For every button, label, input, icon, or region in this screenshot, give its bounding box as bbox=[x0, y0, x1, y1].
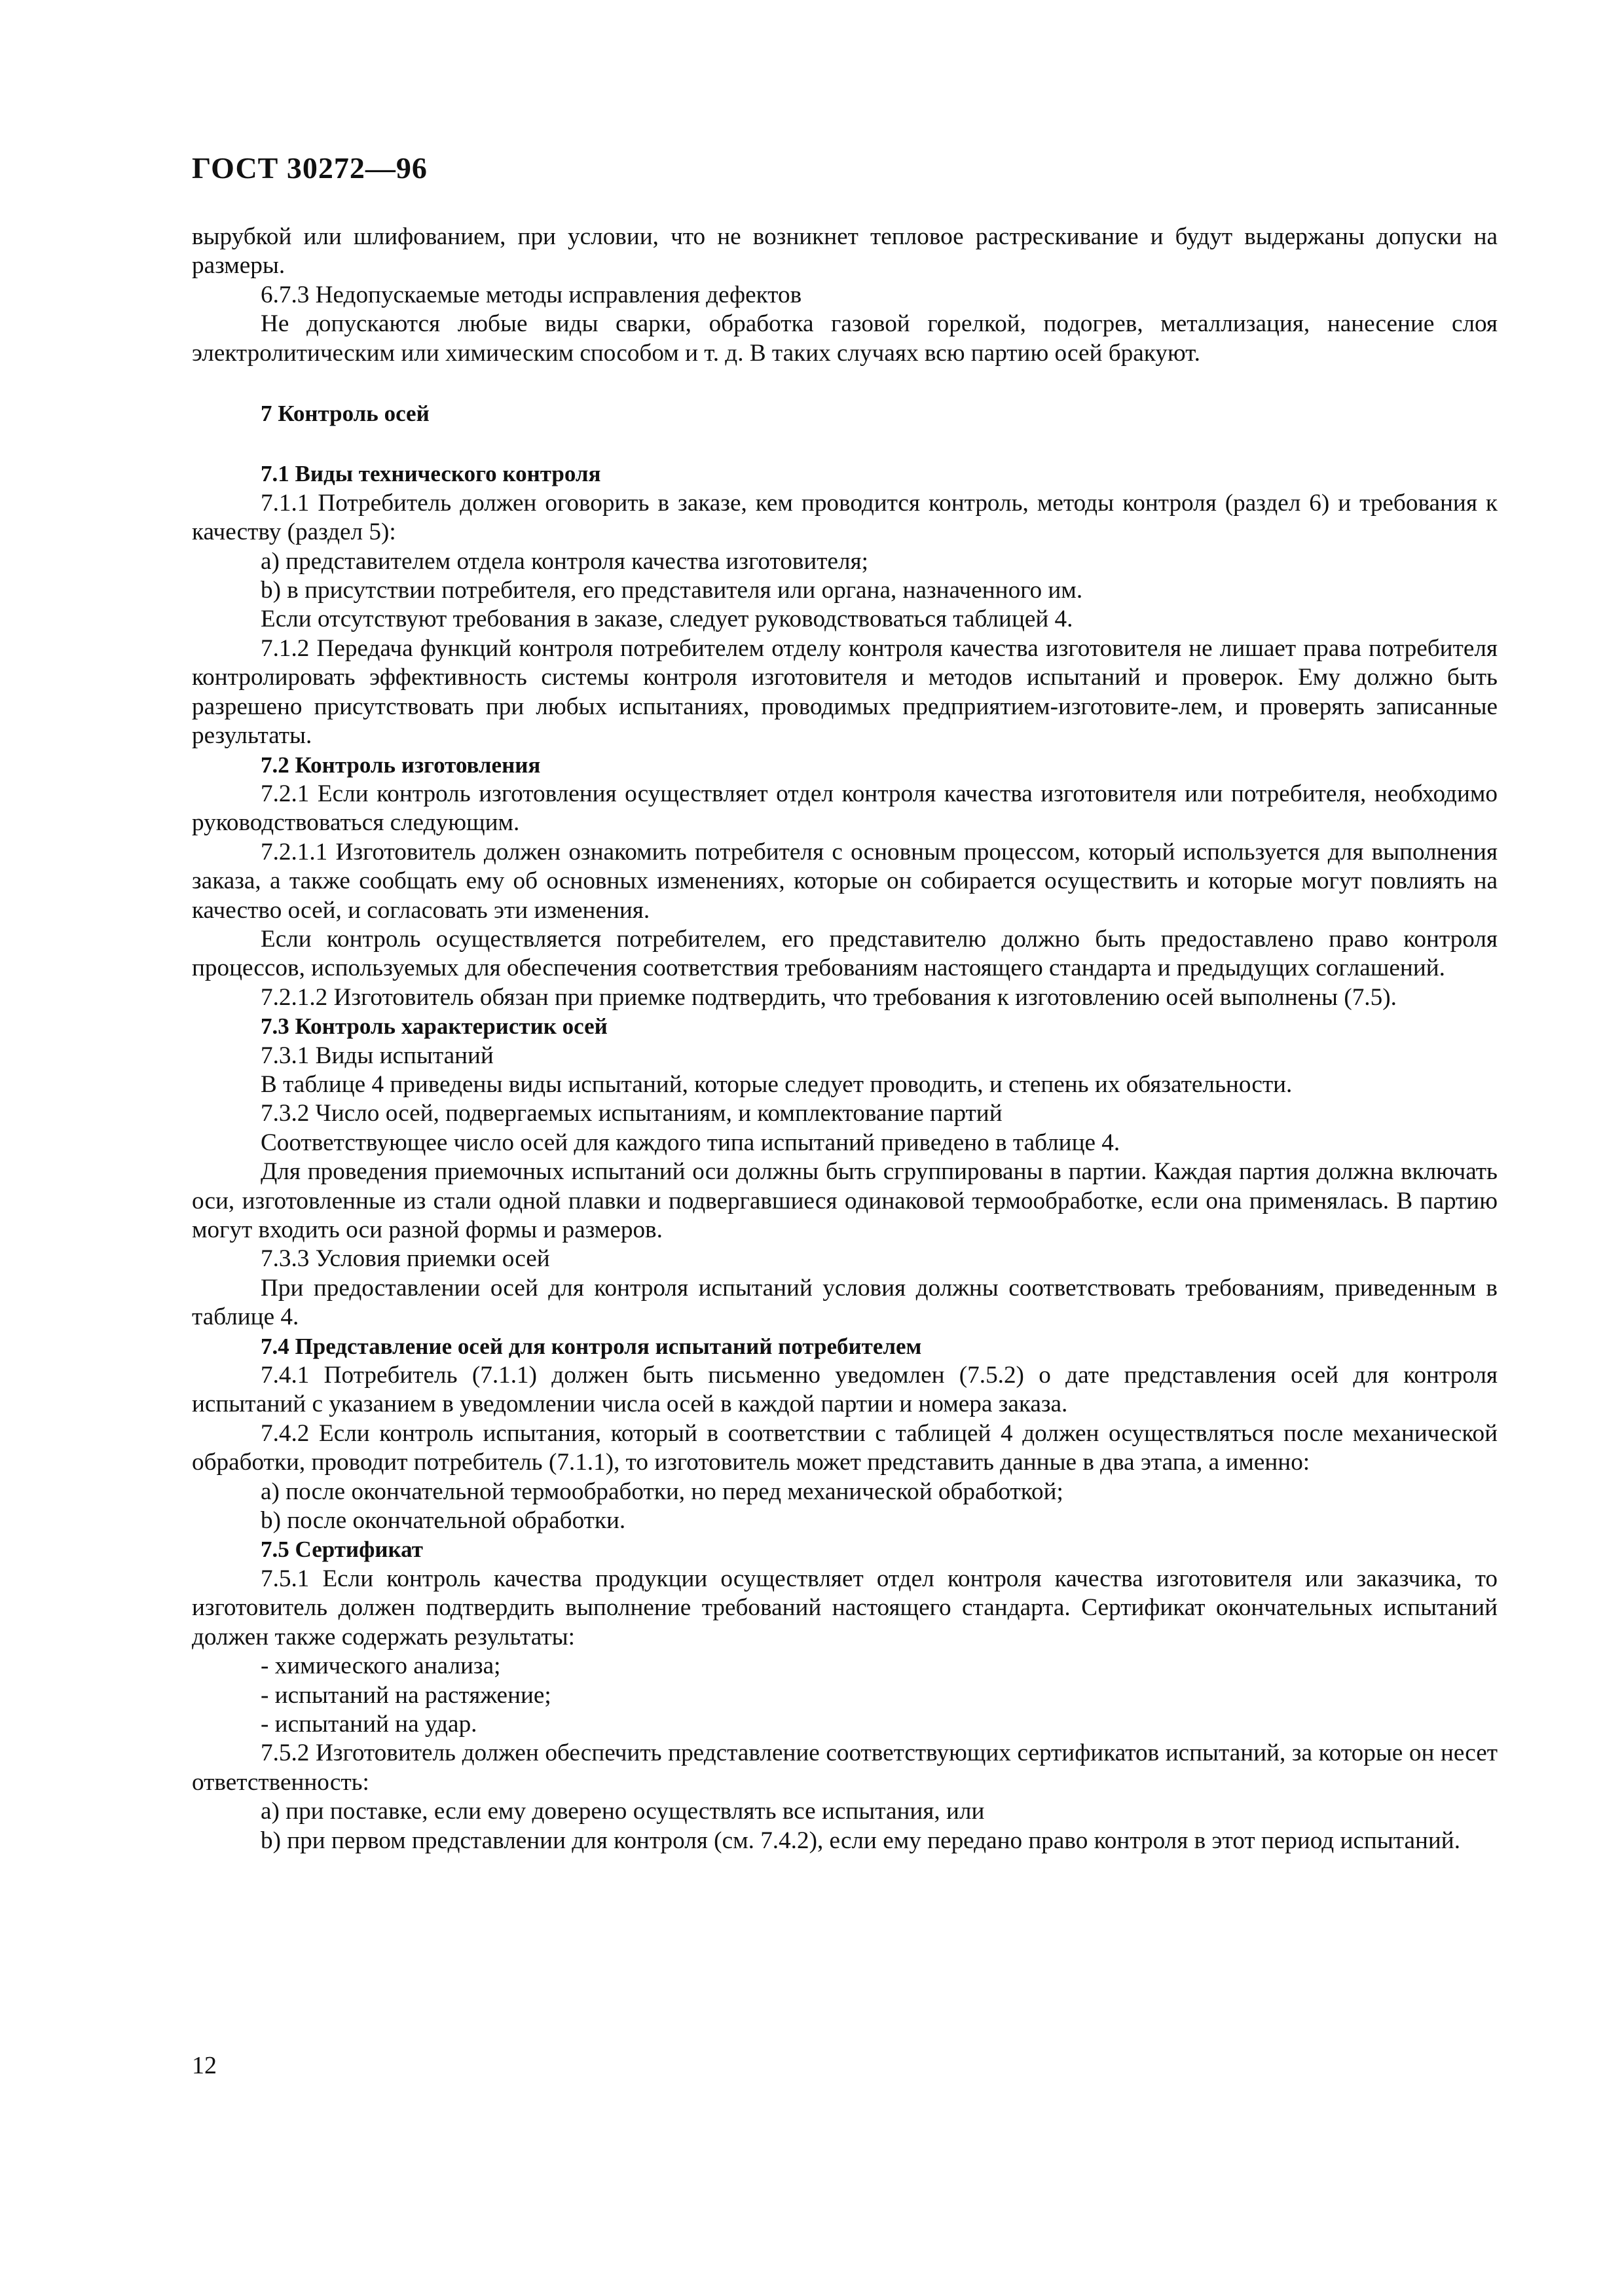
paragraph: 7.3.3 Условия приемки осей bbox=[261, 1245, 550, 1273]
paragraph: Если отсутствуют требования в заказе, следует руководствоваться таблицей 4. bbox=[261, 606, 1073, 633]
list-item: b) при первом представлении для контроля (см. 7.4.2), если ему передано право контроля в этот период испытаний. bbox=[261, 1827, 1461, 1854]
paragraph: 7.5.1 Если контроль качества продукции осуществляет отдел контроля качества изготовителя или заказчика, то изготовитель должен подтвердить выполнение требований настоящего стандарта. Сертификат окончательных испытаний должен также содержать результаты: bbox=[192, 1565, 1498, 1650]
document-header: ГОСТ 30272—96 bbox=[192, 151, 428, 185]
paragraph: 7.2.1.2 Изготовитель обязан при приемке подтвердить, что требования к изготовлению осей выполнены (7.5). bbox=[261, 983, 1397, 1011]
paragraph: 7.3.1 Виды испытаний bbox=[261, 1042, 494, 1069]
paragraph: 7.3.2 Число осей, подвергаемых испытаниям, и комплектование партий bbox=[261, 1100, 1003, 1127]
paragraph: Соответствующее число осей для каждого типа испытаний приведено в таблице 4. bbox=[261, 1129, 1120, 1156]
list-item: a) при поставке, если ему доверено осуществлять все испытания, или bbox=[261, 1798, 985, 1825]
paragraph: Для проведения приемочных испытаний оси должны быть сгруппированы в партии. Каждая партия должна включать оси, изготовленные из стали одной плавки и подвергавшиеся одинаковой термообработке, если она применялась. В партию могут входить оси разной формы и размеров. bbox=[192, 1158, 1498, 1243]
list-item: a) представителем отдела контроля качества изготовителя; bbox=[261, 547, 868, 575]
list-item: - испытаний на растяжение; bbox=[261, 1681, 551, 1709]
paragraph: При предоставлении осей для контроля испытаний условия должны соответствовать требованиям, приведенным в таблице 4. bbox=[192, 1274, 1498, 1331]
list-item: - испытаний на удар. bbox=[261, 1710, 477, 1738]
paragraph: вырубкой или шлифованием, при условии, что не возникнет тепловое растрескивание и будут выдержаны допуски на размеры. bbox=[192, 223, 1498, 280]
paragraph: Не допускаются любые виды сварки, обработка газовой горелкой, подогрев, металлизация, нанесение слоя электролитическим или химическим способом и т. д. В таких случаях всю партию осей бракуют. bbox=[192, 310, 1498, 367]
subsection-heading: 7.3 Контроль характеристик осей bbox=[261, 1013, 608, 1040]
paragraph: 7.1.1 Потребитель должен оговорить в заказе, кем проводится контроль, методы контроля (раздел 6) и требования к качеству (раздел 5): bbox=[192, 489, 1498, 546]
list-item: b) после окончательной обработки. bbox=[261, 1507, 626, 1535]
paragraph: В таблице 4 приведены виды испытаний, которые следует проводить, и степень их обязательности. bbox=[261, 1070, 1293, 1098]
paragraph: 7.5.2 Изготовитель должен обеспечить представление соответствующих сертификатов испытаний, за которые он несет ответственность: bbox=[192, 1740, 1498, 1796]
subsection-heading: 7.1 Виды технического контроля bbox=[261, 461, 601, 487]
subsection-heading: 7.2 Контроль изготовления bbox=[261, 752, 541, 778]
list-item: - химического анализа; bbox=[261, 1652, 501, 1680]
section-heading: 7 Контроль осей bbox=[261, 401, 430, 427]
page-number: 12 bbox=[192, 2052, 217, 2079]
paragraph: Если контроль осуществляется потребителем, его представителю должно быть предоставлено право контроля процессов, используемых для обеспечения соответствия требованиям настоящего стандарта и предыдущих соглашений. bbox=[192, 925, 1498, 982]
subsection-heading: 7.4 Представление осей для контроля испытаний потребителем bbox=[261, 1333, 922, 1359]
paragraph: 7.2.1 Если контроль изготовления осуществляет отдел контроля качества изготовителя или потребителя, необходимо руководствоваться следующим. bbox=[192, 780, 1498, 837]
document-body bbox=[192, 223, 1498, 1855]
paragraph: 7.4.2 Если контроль испытания, который в соответствии с таблицей 4 должен осуществляться после механической обработки, проводит потребитель (7.1.1), то изготовитель может представить данные в два этапа, а именно: bbox=[192, 1419, 1498, 1476]
paragraph: 7.1.2 Передача функций контроля потребителем отделу контроля качества изготовителя не лишает права потребителя контролировать эффективность системы контроля изготовителя и методов испытаний и проверок. Ему должно быть разрешено присутствовать при любых испытаниях, проводимых предприятием-изготовите-лем, и проверять записанные результаты. bbox=[192, 634, 1498, 750]
subsection-heading: 7.5 Сертификат bbox=[261, 1537, 423, 1563]
list-item: a) после окончательной термообработки, но перед механической обработкой; bbox=[261, 1478, 1063, 1505]
paragraph: 7.2.1.1 Изготовитель должен ознакомить потребителя с основным процессом, который используется для выполнения заказа, а также сообщать ему об основных изменениях, которые он собирается осуществить и которые могут повлиять на качество осей, и согласовать эти изменения. bbox=[192, 838, 1498, 924]
paragraph: 7.4.1 Потребитель (7.1.1) должен быть письменно уведомлен (7.5.2) о дате представления осей для контроля испытаний с указанием в уведомлении числа осей в каждой партии и номера заказа. bbox=[192, 1362, 1498, 1418]
list-item: b) в присутствии потребителя, его представителя или органа, назначенного им. bbox=[261, 577, 1083, 604]
paragraph: 6.7.3 Недопускаемые методы исправления дефектов bbox=[261, 281, 802, 308]
